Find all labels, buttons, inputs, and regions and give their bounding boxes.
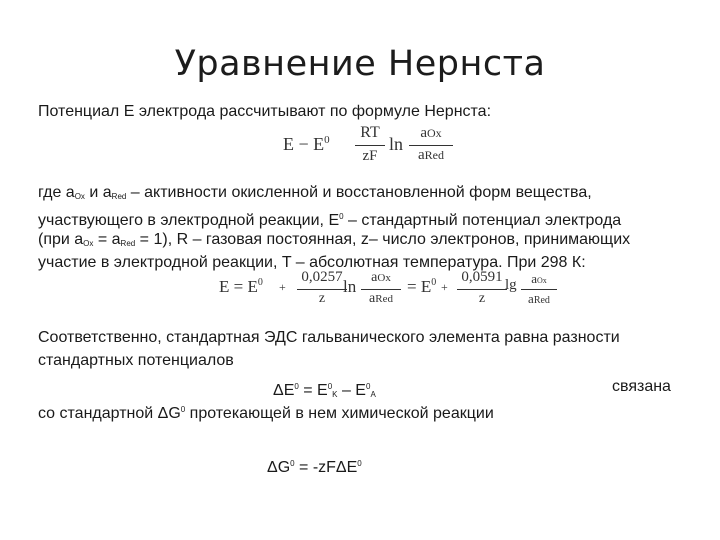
slide-title: Уравнение Нернста [174, 44, 546, 84]
intro-text: Потенциал E электрода рассчитывают по формуле Нернста: [38, 103, 492, 120]
emf-line-2: стандартных потенциалов [38, 352, 234, 369]
emf-equation: $\Delta E^0 = E^0_K - E^0_A$ [273, 382, 376, 399]
emf-line-3: со стандартной $\Delta G^0$ протекающей в нем химической реакции [38, 405, 494, 422]
nernst-formula-298k [219, 268, 559, 314]
gibbs-equation: $\Delta G^0 = -zF\Delta E^0$ [267, 459, 362, 476]
formula2-ln: ln [343, 277, 357, 296]
formula2-plus-1: + [279, 280, 286, 294]
definitions-line-4: участие в электродной реакции, T – абсолютная температура. При 298 К: [38, 254, 586, 271]
definitions-line-3: (при $a_{Ox} = a_{Red} = 1$), R – газовая постоянная, z– число электронов, принимающих [38, 231, 631, 248]
formula2-e0: = $E^0$ [407, 277, 437, 296]
formula2-fraction-2: 0,0591 z [457, 269, 507, 313]
nernst-formula [283, 124, 453, 168]
formula1-ln: ln [389, 134, 404, 154]
formula1-rt-zf-fraction: RT zF [355, 124, 385, 168]
formula1-activity-fraction: aOx aRed [409, 125, 453, 169]
formula2-fraction-1: 0,0257 z [297, 269, 347, 313]
emf-linked-word: связана [612, 378, 671, 395]
formula2-plus-2: + [441, 280, 448, 294]
formula2-lhs: $E = E^0$ [219, 277, 263, 296]
emf-line-1: Соответственно, стандартная ЭДС гальванического элемента равна разности [38, 329, 620, 346]
definitions-line-1: где $a_{Ox}$ и $a_{Red}$ – активности окисленной и восстановленной форм вещества, [38, 184, 592, 201]
formula2-lg: lg [505, 277, 517, 293]
formula2-activity-fraction-2: aOx aRed [521, 271, 557, 315]
formula1-lhs: $E - E^0$ [283, 134, 330, 154]
formula2-activity-fraction-1: aOx aRed [361, 270, 401, 314]
definitions-line-2: участвующего в электродной реакции, $E^0$ – стандартный потенциал электрода [38, 212, 622, 229]
